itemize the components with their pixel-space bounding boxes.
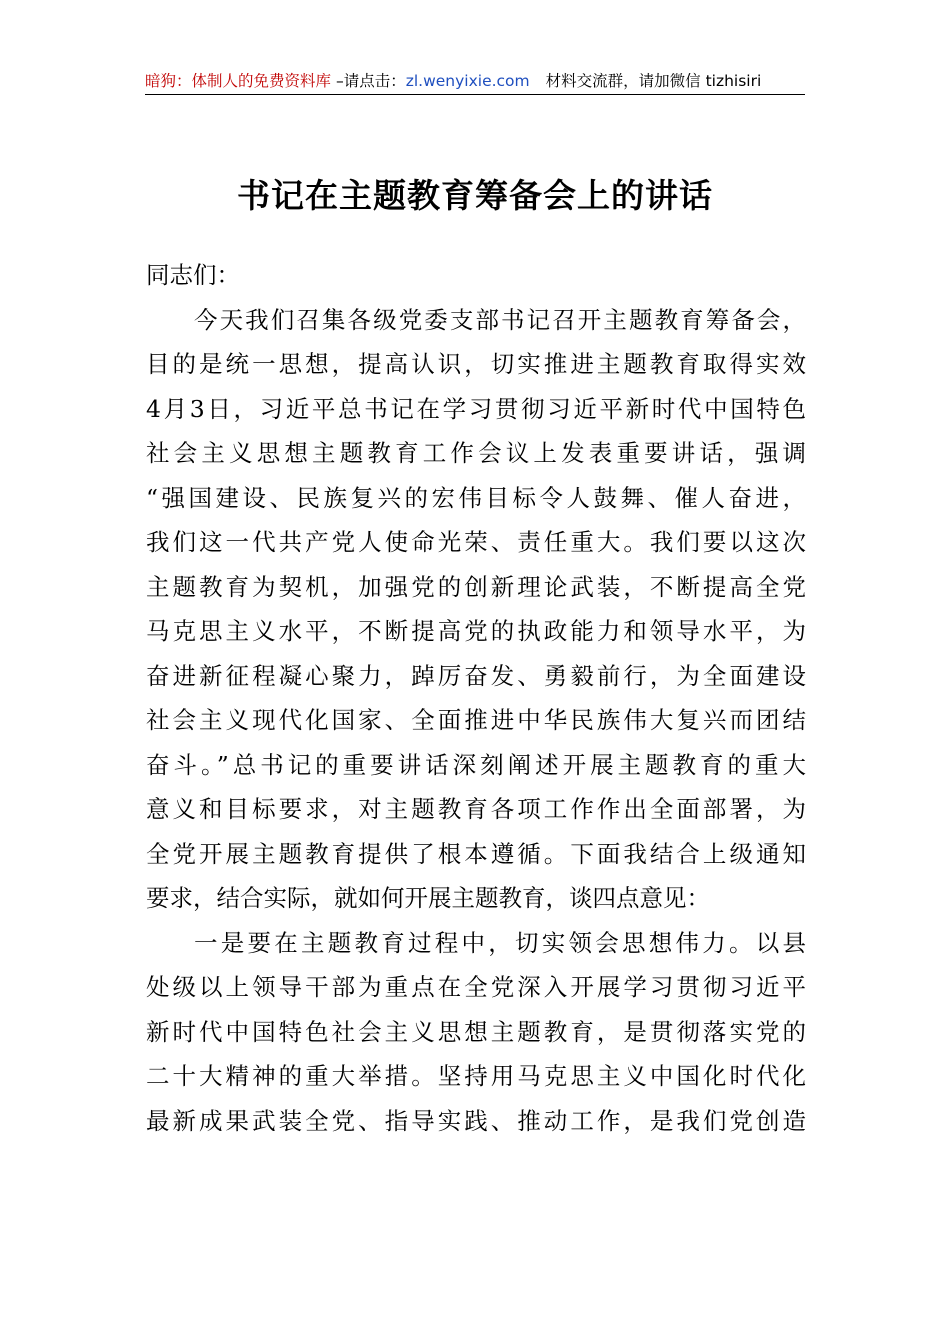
header-link[interactable]: zl.wenyixie.com bbox=[405, 72, 530, 90]
paragraph-1-line: 我们这一代共产党人使命光荣、责任重大。我们要以这次 bbox=[146, 528, 806, 556]
paragraph-1-line: 社会主义思想主题教育工作会议上发表重要讲话，强调 bbox=[146, 439, 806, 467]
paragraph-1-line: 奋进新征程凝心聚力，踔厉奋发、勇毅前行，为全面建设 bbox=[146, 661, 806, 690]
document-body bbox=[146, 253, 806, 1143]
header-prompt: –请点击： bbox=[331, 72, 406, 90]
paragraph-2-line: 最新成果武装全党、指导实践、推动工作，是我们党创造 bbox=[146, 1106, 806, 1135]
paragraph-1-line: 奋斗。”总书记的重要讲话深刻阐述开展主题教育的重大 bbox=[146, 750, 806, 779]
paragraph-1-line: 社会主义现代化国家、全面推进中华民族伟大复兴而团结 bbox=[146, 706, 806, 734]
page-header bbox=[145, 68, 805, 95]
paragraph-1-line: 4月3日，习近平总书记在学习贯彻习近平新时代中国特色 bbox=[146, 394, 806, 423]
salutation: 同志们： bbox=[146, 261, 240, 289]
paragraph-2-line: 二十大精神的重大举措。坚持用马克思主义中国化时代化 bbox=[146, 1062, 806, 1090]
paragraph-1-line: 主题教育为契机，加强党的创新理论武装，不断提高全党 bbox=[146, 572, 806, 601]
paragraph-1-line: 目的是统一思想，提高认识，切实推进主题教育取得实效 bbox=[146, 350, 806, 378]
document-title: 书记在主题教育筹备会上的讲话 bbox=[237, 176, 713, 215]
paragraph-2-line: 一是要在主题教育过程中，切实领会思想伟力。以县 bbox=[194, 928, 806, 957]
paragraph-1-line: 意义和目标要求，对主题教育各项工作作出全面部署，为 bbox=[146, 795, 806, 823]
paragraph-2-line: 新时代中国特色社会主义思想主题教育，是贯彻落实党的 bbox=[146, 1017, 806, 1046]
paragraph-1-line: 全党开展主题教育提供了根本遵循。下面我结合上级通知 bbox=[146, 839, 806, 868]
paragraph-2-line: 处级以上领导干部为重点在全党深入开展学习贯彻习近平 bbox=[146, 973, 806, 1001]
header-brand: 暗狗：体制人的免费资料库 bbox=[145, 72, 332, 90]
paragraph-1-line: “强国建设、民族复兴的宏伟目标令人鼓舞、催人奋进， bbox=[146, 483, 806, 512]
paragraph-1-line: 马克思主义水平，不断提高党的执政能力和领导水平，为 bbox=[146, 617, 806, 645]
paragraph-1-line: 今天我们召集各级党委支部书记召开主题教育筹备会， bbox=[194, 305, 806, 334]
paragraph-1-line: 要求，结合实际，就如何开展主题教育，谈四点意见： bbox=[146, 884, 710, 912]
header-contact: 材料交流群，请加微信 tizhisiri bbox=[545, 72, 762, 90]
